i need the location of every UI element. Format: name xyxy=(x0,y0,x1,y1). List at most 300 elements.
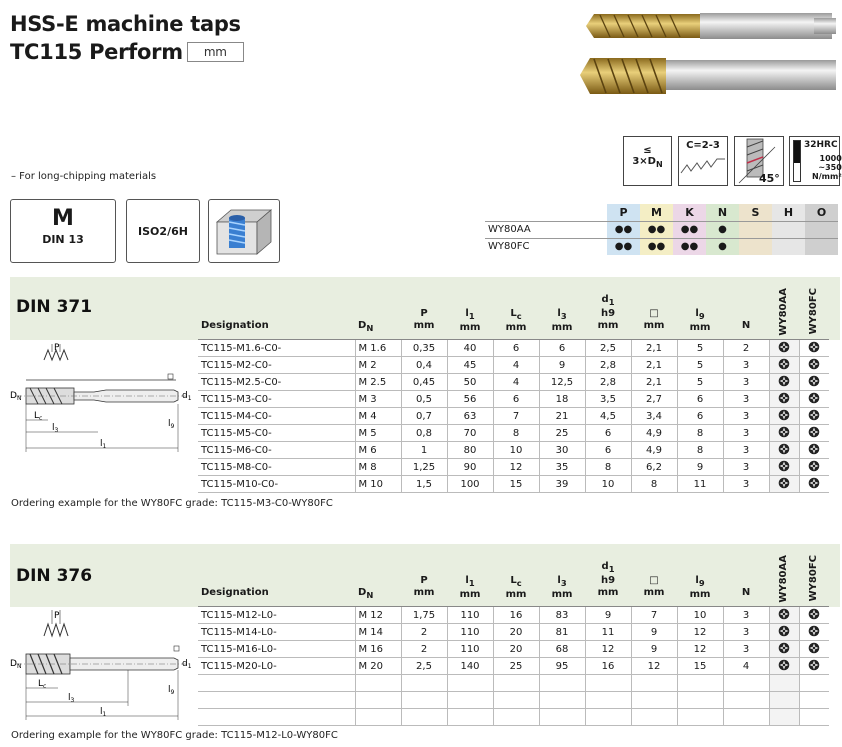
grade-available-icon xyxy=(778,409,790,421)
designation-cell: TC115-M8-C0- xyxy=(198,459,355,476)
d1-cell: 11 xyxy=(585,624,631,641)
l1-cell: 100 xyxy=(447,476,493,493)
material-group-k: K xyxy=(673,204,706,221)
grade-wy80fc-cell xyxy=(799,442,829,459)
grade-wy80aa-cell xyxy=(769,476,799,493)
din371-column-headers xyxy=(0,290,842,340)
lc-cell: 7 xyxy=(493,408,539,425)
square-cell: 2,1 xyxy=(631,340,677,357)
l9-cell: 8 xyxy=(677,442,723,459)
l9-cell: 5 xyxy=(677,374,723,391)
grade-available-icon xyxy=(808,460,820,472)
designation-cell: TC115-M10-C0- xyxy=(198,476,355,493)
lc-cell: 16 xyxy=(493,607,539,624)
column-header-designation: Designation xyxy=(201,320,269,331)
designation-cell: TC115-M20-L0- xyxy=(198,658,355,675)
grade-available-icon xyxy=(808,358,820,370)
dn-cell: M 10 xyxy=(355,476,401,493)
grade-available-icon xyxy=(808,625,820,637)
table-row xyxy=(198,442,829,459)
grade-rating: ●● xyxy=(673,238,706,255)
table-row xyxy=(198,476,829,493)
pitch-cell: 0,7 xyxy=(401,408,447,425)
grade-rating: ●● xyxy=(607,221,640,238)
flutes-cell: 3 xyxy=(723,624,769,641)
empty-cell xyxy=(769,675,799,692)
table-row xyxy=(198,641,829,658)
grade-wy80fc-cell xyxy=(799,340,829,357)
thread-standard-box xyxy=(10,199,116,263)
dn-cell: M 6 xyxy=(355,442,401,459)
l3-cell: 68 xyxy=(539,641,585,658)
l3-cell: 30 xyxy=(539,442,585,459)
drawing-l1-label-376: $l_1$ xyxy=(100,707,107,718)
grade-wy80aa-cell xyxy=(769,658,799,675)
table-row xyxy=(198,692,829,709)
grade-rating: ●● xyxy=(607,238,640,255)
column-header-p: P mm xyxy=(413,308,435,331)
flutes-cell: 3 xyxy=(723,476,769,493)
empty-cell xyxy=(447,692,493,709)
grade-wy80aa-cell xyxy=(769,340,799,357)
grade-wy80aa-cell xyxy=(769,408,799,425)
l1-cell: 45 xyxy=(447,357,493,374)
title-product: TC115 Perform xyxy=(10,40,183,64)
tap-image-large xyxy=(580,58,836,94)
designation-cell: TC115-M1.6-C0- xyxy=(198,340,355,357)
l9-cell: 11 xyxy=(677,476,723,493)
grade-name: WY80AA xyxy=(485,221,607,238)
grade-rating xyxy=(805,238,838,255)
material-group-o: O xyxy=(805,204,838,221)
empty-cell xyxy=(799,675,829,692)
empty-cell xyxy=(585,709,631,726)
grade-rating: ●● xyxy=(640,221,673,238)
l9-cell: 15 xyxy=(677,658,723,675)
pitch-cell: 0,45 xyxy=(401,374,447,391)
table-row xyxy=(198,675,829,692)
dn-cell: M 16 xyxy=(355,641,401,658)
column-header-sq: □ mm xyxy=(643,575,665,598)
grade-available-icon xyxy=(778,392,790,404)
table-row xyxy=(198,607,829,624)
pitch-cell: 2 xyxy=(401,624,447,641)
empty-cell xyxy=(799,709,829,726)
l1-cell: 90 xyxy=(447,459,493,476)
column-header-grade1: WY80AA xyxy=(778,555,789,603)
column-header-designation: Designation xyxy=(201,587,269,598)
designation-cell: TC115-M5-C0- xyxy=(198,425,355,442)
empty-cell xyxy=(401,692,447,709)
din376-tap-drawing xyxy=(8,606,198,724)
din371-title: DIN 371 xyxy=(16,297,93,317)
table-row xyxy=(198,709,829,726)
grade-available-icon xyxy=(778,375,790,387)
square-cell: 2,7 xyxy=(631,391,677,408)
grade-available-icon xyxy=(808,443,820,455)
grade-wy80fc-cell xyxy=(799,374,829,391)
d1-cell: 10 xyxy=(585,476,631,493)
material-group-table xyxy=(485,204,838,255)
thread-standard: DIN 13 xyxy=(42,233,84,246)
din376-order-example: Ordering example for the WY80FC grade: TC115-M12-L0-WY80FC xyxy=(11,730,338,741)
flutes-cell: 3 xyxy=(723,425,769,442)
grade-available-icon xyxy=(808,392,820,404)
flutes-cell: 4 xyxy=(723,658,769,675)
l1-cell: 63 xyxy=(447,408,493,425)
hardness-hrc: 32HRC xyxy=(804,140,838,150)
square-cell: 9 xyxy=(631,624,677,641)
empty-cell xyxy=(677,675,723,692)
d1-cell: 16 xyxy=(585,658,631,675)
column-header-l1: $l_1$ mm xyxy=(459,308,481,333)
grade-name: WY80FC xyxy=(485,238,607,255)
grade-wy80aa-cell xyxy=(769,459,799,476)
dn-cell: M 5 xyxy=(355,425,401,442)
drawing-l9-label: $l_9$ xyxy=(168,419,175,430)
depth-sub: N xyxy=(655,160,663,169)
designation-cell: TC115-M4-C0- xyxy=(198,408,355,425)
material-group-p: P xyxy=(607,204,640,221)
empty-cell xyxy=(198,692,355,709)
pitch-cell: 1,25 xyxy=(401,459,447,476)
grade-wy80fc-cell xyxy=(799,624,829,641)
grade-wy80aa-cell xyxy=(769,624,799,641)
empty-cell xyxy=(539,675,585,692)
lc-cell: 4 xyxy=(493,357,539,374)
l1-cell: 80 xyxy=(447,442,493,459)
table-row xyxy=(198,459,829,476)
title-line-1: HSS-E machine taps xyxy=(10,12,241,36)
l9-cell: 12 xyxy=(677,624,723,641)
designation-cell: TC115-M3-C0- xyxy=(198,391,355,408)
material-header-row xyxy=(485,204,838,221)
l9-cell: 10 xyxy=(677,607,723,624)
strength-2: ~350 xyxy=(818,163,842,172)
page-title xyxy=(10,10,244,66)
empty-cell xyxy=(401,709,447,726)
l1-cell: 110 xyxy=(447,624,493,641)
chamfer-thread-icon xyxy=(679,151,727,179)
lc-cell: 15 xyxy=(493,476,539,493)
d1-cell: 6 xyxy=(585,425,631,442)
grade-wy80aa-cell xyxy=(769,357,799,374)
d1-cell: 12 xyxy=(585,641,631,658)
pitch-cell: 1,75 xyxy=(401,607,447,624)
flutes-cell: 3 xyxy=(723,442,769,459)
empty-cell xyxy=(677,692,723,709)
column-header-grade2: WY80FC xyxy=(808,555,819,602)
grade-available-icon xyxy=(778,625,790,637)
pitch-cell: 1,5 xyxy=(401,476,447,493)
grade-wy80fc-cell xyxy=(799,357,829,374)
column-header-d1: $d_1$ h9 mm xyxy=(597,561,619,598)
din376-table xyxy=(198,606,829,726)
grade-wy80fc-cell xyxy=(799,408,829,425)
l9-cell: 12 xyxy=(677,641,723,658)
grade-available-icon xyxy=(778,608,790,620)
column-header-l1: $l_1$ mm xyxy=(459,575,481,600)
empty-cell xyxy=(539,709,585,726)
grade-rating: ●● xyxy=(673,221,706,238)
helix-angle-icon xyxy=(734,136,784,186)
d1-cell: 2,8 xyxy=(585,374,631,391)
pitch-cell: 2 xyxy=(401,641,447,658)
pitch-cell: 1 xyxy=(401,442,447,459)
tolerance-class: ISO2/6H xyxy=(138,224,188,238)
thread-letter: M xyxy=(52,206,74,231)
lc-cell: 12 xyxy=(493,459,539,476)
dn-cell: M 8 xyxy=(355,459,401,476)
column-header-l9: $l_9$ mm xyxy=(689,575,711,600)
hardness-icon xyxy=(789,136,840,186)
flutes-cell: 3 xyxy=(723,391,769,408)
l1-cell: 70 xyxy=(447,425,493,442)
grade-available-icon xyxy=(778,341,790,353)
grade-rating: ● xyxy=(706,221,739,238)
l1-cell: 140 xyxy=(447,658,493,675)
grade-available-icon xyxy=(808,426,820,438)
grade-available-icon xyxy=(778,460,790,472)
lc-cell: 4 xyxy=(493,374,539,391)
flutes-cell: 3 xyxy=(723,607,769,624)
square-cell: 9 xyxy=(631,641,677,658)
empty-cell xyxy=(493,675,539,692)
grade-available-icon xyxy=(778,358,790,370)
tolerance-box xyxy=(126,199,200,263)
grade-available-icon xyxy=(808,642,820,654)
drawing-d1-label: $d_1$ xyxy=(182,391,192,402)
hardness-scale xyxy=(793,140,801,182)
empty-cell xyxy=(723,709,769,726)
material-group-n: N xyxy=(706,204,739,221)
empty-cell xyxy=(677,709,723,726)
grade-rating xyxy=(739,238,772,255)
empty-cell xyxy=(723,692,769,709)
material-group-s: S xyxy=(739,204,772,221)
din371-tap-drawing xyxy=(8,340,198,458)
din371-table xyxy=(198,339,829,493)
drawing-p-label: P xyxy=(54,343,60,353)
dn-cell: M 4 xyxy=(355,408,401,425)
square-cell: 3,4 xyxy=(631,408,677,425)
designation-cell: TC115-M2.5-C0- xyxy=(198,374,355,391)
grade-rating xyxy=(805,221,838,238)
lc-cell: 6 xyxy=(493,340,539,357)
empty-cell xyxy=(585,675,631,692)
empty-cell xyxy=(355,675,401,692)
grade-available-icon xyxy=(778,659,790,671)
grade-wy80fc-cell xyxy=(799,607,829,624)
empty-cell xyxy=(585,692,631,709)
drawing-lc-label: $L_c$ xyxy=(34,411,43,422)
pitch-cell: 0,35 xyxy=(401,340,447,357)
depth-value xyxy=(624,156,671,169)
empty-cell xyxy=(799,692,829,709)
drawing-l9-label-376: $l_9$ xyxy=(168,685,175,696)
d1-cell: 4,5 xyxy=(585,408,631,425)
column-header-lc: $L_c$ mm xyxy=(505,575,527,600)
grade-available-icon xyxy=(808,659,820,671)
empty-cell xyxy=(198,709,355,726)
column-header-n: N xyxy=(741,587,751,598)
column-header-p: P mm xyxy=(413,575,435,598)
designation-cell: TC115-M2-C0- xyxy=(198,357,355,374)
square-cell: 6,2 xyxy=(631,459,677,476)
l3-cell: 25 xyxy=(539,425,585,442)
depth-multiple: 3×D xyxy=(632,156,656,167)
grade-wy80aa-cell xyxy=(769,442,799,459)
drawing-d1-label-376: $d_1$ xyxy=(182,659,192,670)
drawing-dn-label-376: $D_N$ xyxy=(10,659,22,670)
pitch-cell: 0,8 xyxy=(401,425,447,442)
l9-cell: 5 xyxy=(677,340,723,357)
column-header-d1: $d_1$ h9 mm xyxy=(597,294,619,331)
designation-cell: TC115-M14-L0- xyxy=(198,624,355,641)
grade-available-icon xyxy=(808,608,820,620)
table-row xyxy=(198,340,829,357)
table-row xyxy=(198,357,829,374)
threaded-hole-icon xyxy=(209,200,279,262)
drawing-lc-label-376: $L_c$ xyxy=(38,679,47,690)
depth-icon xyxy=(623,136,672,186)
l3-cell: 39 xyxy=(539,476,585,493)
column-header-dn: $D_N$ xyxy=(358,320,374,333)
material-grade-row xyxy=(485,221,838,238)
empty-cell xyxy=(769,709,799,726)
grade-rating xyxy=(772,221,805,238)
drawing-l3-label-376: $l_3$ xyxy=(68,693,75,704)
column-header-n: N xyxy=(741,320,751,331)
pitch-cell: 0,5 xyxy=(401,391,447,408)
depth-le: ≤ xyxy=(643,145,652,156)
l3-cell: 95 xyxy=(539,658,585,675)
empty-cell xyxy=(447,675,493,692)
square-cell: 8 xyxy=(631,476,677,493)
material-group-m: M xyxy=(640,204,673,221)
grade-rating xyxy=(772,238,805,255)
strength-unit: N/mm² xyxy=(812,172,842,181)
l3-cell: 18 xyxy=(539,391,585,408)
d1-cell: 2,5 xyxy=(585,340,631,357)
l1-cell: 40 xyxy=(447,340,493,357)
grade-wy80fc-cell xyxy=(799,459,829,476)
l3-cell: 12,5 xyxy=(539,374,585,391)
column-header-sq: □ mm xyxy=(643,308,665,331)
empty-cell xyxy=(723,675,769,692)
lc-cell: 20 xyxy=(493,641,539,658)
dn-cell: M 14 xyxy=(355,624,401,641)
column-header-l3: $l_3$ mm xyxy=(551,575,573,600)
lc-cell: 20 xyxy=(493,624,539,641)
dn-cell: M 1.6 xyxy=(355,340,401,357)
dn-cell: M 2.5 xyxy=(355,374,401,391)
flutes-cell: 3 xyxy=(723,641,769,658)
lc-cell: 25 xyxy=(493,658,539,675)
l1-cell: 110 xyxy=(447,607,493,624)
grade-wy80fc-cell xyxy=(799,391,829,408)
d1-cell: 8 xyxy=(585,459,631,476)
l9-cell: 9 xyxy=(677,459,723,476)
l1-cell: 110 xyxy=(447,641,493,658)
grade-available-icon xyxy=(808,477,820,489)
designation-cell: TC115-M12-L0- xyxy=(198,607,355,624)
din376-column-headers xyxy=(0,557,842,607)
pitch-cell: 0,4 xyxy=(401,357,447,374)
material-group-h: H xyxy=(772,204,805,221)
table-row xyxy=(198,408,829,425)
grade-wy80aa-cell xyxy=(769,607,799,624)
drawing-l1-label: $l_1$ xyxy=(100,439,107,450)
l3-cell: 21 xyxy=(539,408,585,425)
flutes-cell: 3 xyxy=(723,459,769,476)
empty-cell xyxy=(198,675,355,692)
grade-wy80fc-cell xyxy=(799,425,829,442)
grade-wy80fc-cell xyxy=(799,641,829,658)
l1-cell: 50 xyxy=(447,374,493,391)
d1-cell: 2,8 xyxy=(585,357,631,374)
thread-hole-icon xyxy=(208,199,280,263)
strength-1: 1000 xyxy=(819,154,842,163)
grade-available-icon xyxy=(808,375,820,387)
square-cell: 2,1 xyxy=(631,374,677,391)
pitch-cell: 2,5 xyxy=(401,658,447,675)
lc-cell: 10 xyxy=(493,442,539,459)
din376-title: DIN 376 xyxy=(16,566,93,586)
flutes-cell: 3 xyxy=(723,374,769,391)
square-cell: 7 xyxy=(631,607,677,624)
column-header-l3: $l_3$ mm xyxy=(551,308,573,333)
flutes-cell: 3 xyxy=(723,357,769,374)
tap-image-small xyxy=(586,13,836,39)
chamfer-icon xyxy=(678,136,728,186)
grade-available-icon xyxy=(778,642,790,654)
column-header-l9: $l_9$ mm xyxy=(689,308,711,333)
square-cell: 4,9 xyxy=(631,442,677,459)
drawing-l3-label: $l_3$ xyxy=(52,423,59,434)
grade-wy80aa-cell xyxy=(769,374,799,391)
empty-cell xyxy=(493,692,539,709)
d1-cell: 3,5 xyxy=(585,391,631,408)
l3-cell: 35 xyxy=(539,459,585,476)
empty-cell xyxy=(447,709,493,726)
empty-cell xyxy=(769,692,799,709)
empty-cell xyxy=(493,709,539,726)
helix-angle: 45° xyxy=(759,172,780,185)
dn-cell: M 3 xyxy=(355,391,401,408)
dn-cell: M 20 xyxy=(355,658,401,675)
drawing-p-label-376: P xyxy=(54,611,60,621)
l3-cell: 83 xyxy=(539,607,585,624)
square-cell: 4,9 xyxy=(631,425,677,442)
table-row xyxy=(198,658,829,675)
grade-available-icon xyxy=(808,409,820,421)
empty-cell xyxy=(401,675,447,692)
drawing-dn-label: $D_N$ xyxy=(10,391,22,402)
square-cell: 2,1 xyxy=(631,357,677,374)
table-row xyxy=(198,425,829,442)
designation-cell: TC115-M16-L0- xyxy=(198,641,355,658)
empty-cell xyxy=(355,692,401,709)
l9-cell: 5 xyxy=(677,357,723,374)
empty-cell xyxy=(631,692,677,709)
flutes-cell: 2 xyxy=(723,340,769,357)
table-row xyxy=(198,391,829,408)
empty-cell xyxy=(355,709,401,726)
grade-wy80fc-cell xyxy=(799,658,829,675)
title-line-2 xyxy=(10,38,244,66)
column-header-grade2: WY80FC xyxy=(808,288,819,335)
